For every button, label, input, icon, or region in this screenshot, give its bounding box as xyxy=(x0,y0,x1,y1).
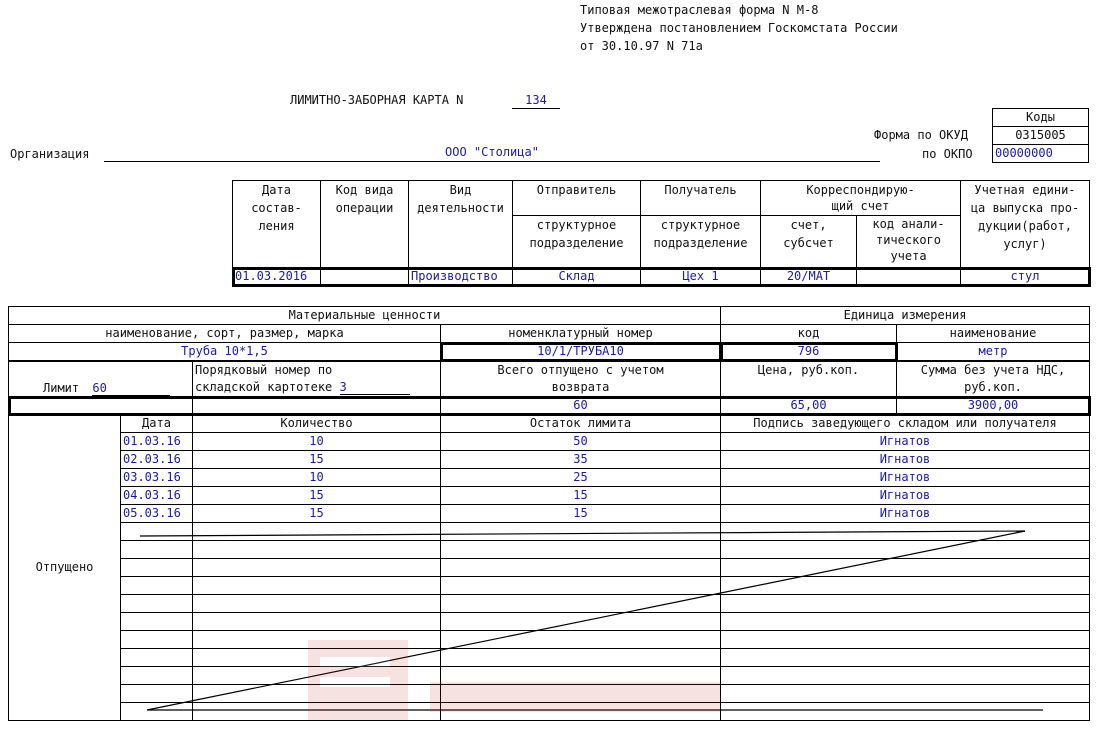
rel-sign[interactable]: Игнатов xyxy=(721,451,1090,469)
card-number[interactable]: 134 xyxy=(525,93,547,107)
organization-value[interactable]: ООО "Столица" xyxy=(445,145,539,159)
nomenclature-value[interactable]: 10/1/ТРУБА10 xyxy=(441,343,721,361)
rel-rest[interactable]: 50 xyxy=(441,433,721,451)
rel-sign[interactable]: Игнатов xyxy=(721,433,1090,451)
th-corr-account: Корреспондирую- щий счет xyxy=(761,181,961,216)
order-label-1: Порядковый номер по xyxy=(195,363,333,377)
th-price: Цена, руб.коп. xyxy=(721,362,897,397)
rel-date[interactable]: 01.03.16 xyxy=(121,433,193,451)
released-label: Отпущено xyxy=(9,415,121,721)
th-rel-rest: Остаток лимита xyxy=(441,415,721,433)
th-unit: Учетная едини- ца выпуска про- дукции(работ, услуг) xyxy=(961,181,1090,268)
measure-name-value[interactable]: метр xyxy=(897,343,1090,361)
receiver-value[interactable]: Цех 1 xyxy=(641,268,761,286)
okud-label: Форма по ОКУД xyxy=(874,128,968,142)
th-rel-date: Дата xyxy=(121,415,193,433)
okud-value: 0315005 xyxy=(993,127,1089,145)
th-receiver-sub: структурное подразделение xyxy=(641,216,761,268)
activity-value[interactable]: Производство xyxy=(409,268,513,286)
rel-qty[interactable]: 10 xyxy=(193,433,441,451)
rel-sign[interactable]: Игнатов xyxy=(721,469,1090,487)
measure-code-value[interactable]: 796 xyxy=(721,343,897,361)
th-receiver: Получатель xyxy=(641,181,761,216)
rel-date[interactable]: 03.03.16 xyxy=(121,469,193,487)
okpo-value[interactable]: 00000000 xyxy=(993,145,1089,163)
th-sum: Сумма без учета НДС, руб.коп. xyxy=(897,362,1090,397)
rel-rest[interactable]: 15 xyxy=(441,487,721,505)
okpo-label: по ОКПО xyxy=(922,147,973,161)
total-released-value[interactable]: 60 xyxy=(441,397,721,415)
strike-top xyxy=(140,531,1025,536)
organization-label: Организация xyxy=(10,147,90,161)
th-material-values: Материальные ценности xyxy=(9,307,721,325)
th-rel-sign: Подпись заведующего складом или получателя xyxy=(721,415,1090,433)
date-value[interactable]: 01.03.2016 xyxy=(233,268,321,286)
sender-value[interactable]: Склад xyxy=(513,268,641,286)
rel-sign[interactable]: Игнатов xyxy=(721,505,1090,523)
rel-rest[interactable]: 35 xyxy=(441,451,721,469)
th-total-released: Всего отпущено с учетом возврата xyxy=(441,362,721,397)
sum-value[interactable]: 3900,00 xyxy=(897,397,1090,415)
limit-value[interactable]: 60 xyxy=(92,381,170,396)
th-nomenclature: номенклатурный номер xyxy=(441,325,721,343)
unit-value[interactable]: стул xyxy=(961,268,1090,286)
th-material-name: наименование, сорт, размер, марка xyxy=(9,325,441,343)
rel-qty[interactable]: 15 xyxy=(193,505,441,523)
rel-qty[interactable]: 15 xyxy=(193,487,441,505)
rel-qty[interactable]: 10 xyxy=(193,469,441,487)
form-type-line: Типовая межотраслевая форма N М-8 xyxy=(580,3,819,17)
strike-diagonal xyxy=(147,531,1025,710)
th-measure-unit: Единица измерения xyxy=(721,307,1090,325)
approval-date-line: от 30.10.97 N 71а xyxy=(580,39,703,53)
material-name-value[interactable]: Труба 10*1,5 xyxy=(9,343,441,361)
limit-label: Лимит xyxy=(43,380,80,395)
th-account: счет, субсчет xyxy=(761,216,857,268)
codes-header: Коды xyxy=(993,109,1089,127)
th-measure-name: наименование xyxy=(897,325,1090,343)
rel-rest[interactable]: 15 xyxy=(441,505,721,523)
order-label-2: складской картотеке xyxy=(195,380,333,394)
th-rel-qty: Количество xyxy=(193,415,441,433)
rel-date[interactable]: 02.03.16 xyxy=(121,451,193,469)
th-operation: Код вида операции xyxy=(321,181,409,268)
approval-line: Утверждена постановлением Госкомстата России xyxy=(580,21,898,35)
th-analytic: код анали- тического учета xyxy=(857,216,961,268)
rel-qty[interactable]: 15 xyxy=(193,451,441,469)
rel-date[interactable]: 04.03.16 xyxy=(121,487,193,505)
th-sender-sub: структурное подразделение xyxy=(513,216,641,268)
th-activity: Вид деятельности xyxy=(409,181,513,268)
rel-sign[interactable]: Игнатов xyxy=(721,487,1090,505)
rel-date[interactable]: 05.03.16 xyxy=(121,505,193,523)
th-sender: Отправитель xyxy=(513,181,641,216)
order-value[interactable]: 3 xyxy=(340,380,410,395)
card-title: ЛИМИТНО-ЗАБОРНАЯ КАРТА N xyxy=(290,93,464,107)
account-value[interactable]: 20/МАТ xyxy=(761,268,857,286)
price-value[interactable]: 65,00 xyxy=(721,397,897,415)
th-date: Дата состав- ления xyxy=(233,181,321,268)
rel-rest[interactable]: 25 xyxy=(441,469,721,487)
th-measure-code: код xyxy=(721,325,897,343)
